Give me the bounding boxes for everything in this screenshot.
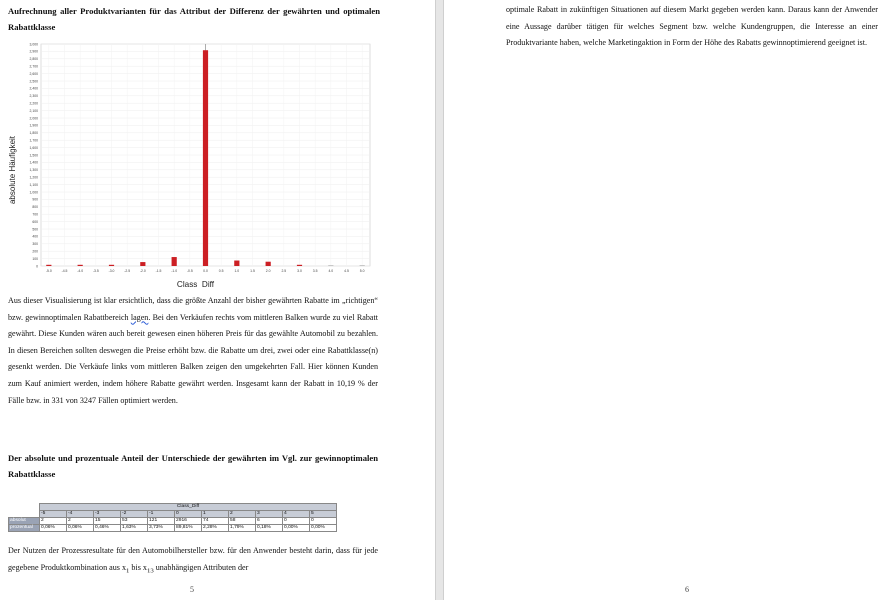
x-tick-label: -3.0 — [108, 269, 115, 273]
y-tick-label: 1,100 — [29, 182, 38, 187]
y-tick-label: 600 — [32, 219, 38, 224]
bar — [172, 257, 177, 266]
x-tick-label: -1.5 — [155, 269, 162, 273]
y-tick-label: 2,100 — [29, 108, 38, 113]
benefit-text-b: bis x — [129, 562, 147, 572]
table-cell: 0,00% — [283, 525, 310, 532]
table-group-header-row — [9, 504, 337, 511]
x-tick-label: -3.5 — [92, 269, 99, 273]
y-tick-label: 500 — [32, 227, 38, 232]
page-left — [0, 0, 436, 600]
x-tick-label: 1.5 — [250, 269, 255, 273]
paragraph-continuation: optimale Rabatt in zukünftigen Situationen auf diesem Markt gegeben werden kann. Daraus kann der Anwender eine Aussage darüber tätigen für welches Segment bzw. welche Kundengruppen, die Interesse an einer Produktvariante haben, welche Marketingaktion in Form der Höhe des Rabatts gewinnoptimierend geeignet ist. — [506, 5, 878, 48]
x-tick-label: 5.0 — [359, 269, 365, 273]
paragraph-benefit — [8, 543, 378, 580]
x-tick-label: -4.5 — [61, 269, 68, 273]
x-tick-label: -0.5 — [186, 269, 193, 273]
table-cell: 0,18% — [256, 525, 283, 532]
table-cell: 0 — [310, 518, 337, 525]
table-cell: 0,46% — [94, 525, 121, 532]
bar — [234, 261, 239, 266]
y-tick-label: 1,000 — [29, 190, 38, 195]
table-column-header: -5 — [40, 511, 67, 518]
bar — [266, 262, 271, 266]
table-corner-cell — [9, 504, 40, 511]
table-column-header: 4 — [283, 511, 310, 518]
table-row-header: prozentual — [9, 525, 40, 532]
x-tick-label: -1.0 — [171, 269, 178, 273]
table-row — [9, 518, 337, 525]
y-tick-label: 200 — [32, 249, 38, 254]
table-column-header: 2 — [229, 511, 256, 518]
benefit-sub-13: 13 — [146, 567, 154, 575]
bar — [46, 265, 51, 266]
y-tick-label: 1,900 — [29, 123, 38, 128]
y-tick-label: 2,700 — [29, 64, 38, 69]
y-tick-label: 1,400 — [29, 160, 38, 165]
bar-chart — [8, 38, 378, 288]
page-number-right: 6 — [685, 585, 689, 594]
y-tick-label: 1,200 — [29, 175, 38, 180]
bar — [328, 265, 333, 266]
y-tick-label: 1,500 — [29, 153, 38, 158]
benefit-text-a: Der Nutzen der Prozessresultate für den Automobilhersteller bzw. für den Anwender besteht darin, dass für jede gegebene Produktkombination aus x — [8, 546, 378, 572]
x-tick-label: 4.0 — [328, 269, 334, 273]
table-cell: 121 — [148, 518, 175, 525]
heading-table: Der absolute und prozentuale Anteil der Unterschiede der gewährten im Vgl. zur gewinnoptimalen Rabattklasse — [8, 453, 378, 479]
y-tick-label: 800 — [32, 205, 38, 210]
table-cell: 0,00% — [310, 525, 337, 532]
x-axis-title: Class_Diff — [176, 280, 215, 288]
y-tick-label: 1,300 — [29, 168, 38, 173]
y-tick-label: 100 — [32, 256, 38, 261]
bar — [297, 265, 302, 266]
table-column-header: 5 — [310, 511, 337, 518]
page-right — [443, 0, 884, 600]
bar — [109, 265, 114, 266]
bar — [203, 50, 208, 266]
x-tick-label: -5.0 — [45, 269, 52, 273]
x-tick-label: 0.5 — [218, 269, 224, 273]
y-tick-label: 3,000 — [29, 42, 38, 47]
class-diff-table — [8, 503, 337, 532]
table-column-header: 3 — [256, 511, 283, 518]
x-tick-label: 2.5 — [281, 269, 287, 273]
table-corner-cell — [9, 511, 40, 518]
heading-chart: Aufrechnung aller Produktvarianten für das Attribut der Differenz der gewährten und optimalen Rabattklasse — [8, 6, 380, 32]
x-tick-label: -4.0 — [77, 269, 84, 273]
x-tick-label: 1.0 — [234, 269, 240, 273]
x-tick-label: 3.0 — [297, 269, 302, 273]
table-cell: 1,79% — [229, 525, 256, 532]
table-cell: 2 — [40, 518, 67, 525]
y-tick-label: 400 — [32, 234, 38, 239]
table-column-header: -1 — [148, 511, 175, 518]
table-cell: 6 — [256, 518, 283, 525]
spellcheck-word: lagen — [130, 312, 149, 322]
table-cell: 89,81% — [175, 525, 202, 532]
y-tick-label: 0 — [36, 264, 38, 269]
bar — [78, 265, 83, 266]
table-cell: 2916 — [175, 518, 202, 525]
benefit-text-c: unabhängigen Attributen der — [153, 562, 249, 572]
table-cell: 1,63% — [121, 525, 148, 532]
x-tick-label: 3.5 — [312, 269, 318, 273]
x-tick-label: -2.0 — [139, 269, 146, 273]
table-cell: 74 — [202, 518, 229, 525]
y-tick-label: 2,200 — [29, 101, 38, 106]
benefit-sub-1: 1 — [126, 567, 130, 575]
table-cell: 0,06% — [67, 525, 94, 532]
bar — [360, 265, 365, 266]
y-tick-label: 2,300 — [29, 94, 38, 99]
table-cell: 15 — [94, 518, 121, 525]
table-column-header: 0 — [175, 511, 202, 518]
table-cell: 0 — [283, 518, 310, 525]
y-tick-label: 900 — [32, 197, 38, 202]
paragraph-analysis — [8, 293, 378, 409]
table-cell: 0,06% — [40, 525, 67, 532]
y-tick-label: 2,600 — [29, 71, 38, 76]
y-tick-label: 1,700 — [29, 138, 38, 143]
table-column-header: -3 — [94, 511, 121, 518]
y-tick-label: 1,800 — [29, 131, 38, 136]
x-tick-label: 2.0 — [265, 269, 271, 273]
bar — [140, 262, 145, 266]
table-column-header: -4 — [67, 511, 94, 518]
table-cell: 2 — [67, 518, 94, 525]
table-group-header: Class_Diff — [40, 504, 337, 511]
y-tick-label: 700 — [32, 212, 38, 217]
page-number-left: 5 — [190, 585, 194, 594]
y-tick-label: 2,500 — [29, 79, 38, 84]
y-tick-label: 300 — [32, 242, 38, 247]
x-tick-label: 4.5 — [344, 269, 349, 273]
y-axis-title: absolute Häufigkeit — [8, 135, 17, 205]
page-gap — [436, 0, 443, 600]
y-tick-label: 1,600 — [29, 145, 38, 150]
table-column-header: -2 — [121, 511, 148, 518]
table-row — [9, 525, 337, 532]
table-cell: 2,28% — [202, 525, 229, 532]
y-tick-label: 2,000 — [29, 116, 38, 121]
y-tick-label: 2,800 — [29, 57, 38, 62]
table-cell: 58 — [229, 518, 256, 525]
table-row-header: absolut — [9, 518, 40, 525]
y-tick-label: 2,900 — [29, 49, 38, 54]
table-cell: 53 — [121, 518, 148, 525]
table-cell: 3,73% — [148, 525, 175, 532]
paragraph-analysis-text: Aus dieser Visualisierung ist klar ersichtlich, dass die größte Anzahl der bisher gewährten Rabatte im „richtigen“ bzw. gewinnoptimalen Rabattbereich lagen. Bei den Verkäufen rechts vom mittleren Balken wurde zu viel Rabatt gewährt. Diese Kunden wären auch bereit gewesen einen höheren Preis für das gewählte Automobil zu bezahlen. In diesen Bereichen sollten deswegen die Preise erhöht bzw. die Rabatte um drei, zwei oder eine Rabattklasse(n) gesenkt werden. Die Verkäufe links vom mittleren Balken zeigen den umgekehrten Fall. Hier können Kunden zum Kauf animiert werden, indem höhere Rabatte gewährt werden. Insgesamt kann der Rabatt in 10,19 % der Fälle bzw. in 331 von 3247 Fällen optimiert werden. — [8, 296, 378, 405]
x-tick-label: 0.0 — [203, 269, 208, 273]
y-tick-label: 2,400 — [29, 86, 38, 91]
table-column-header: 1 — [202, 511, 229, 518]
table-header-row — [9, 511, 337, 518]
x-tick-label: -2.5 — [124, 269, 131, 273]
